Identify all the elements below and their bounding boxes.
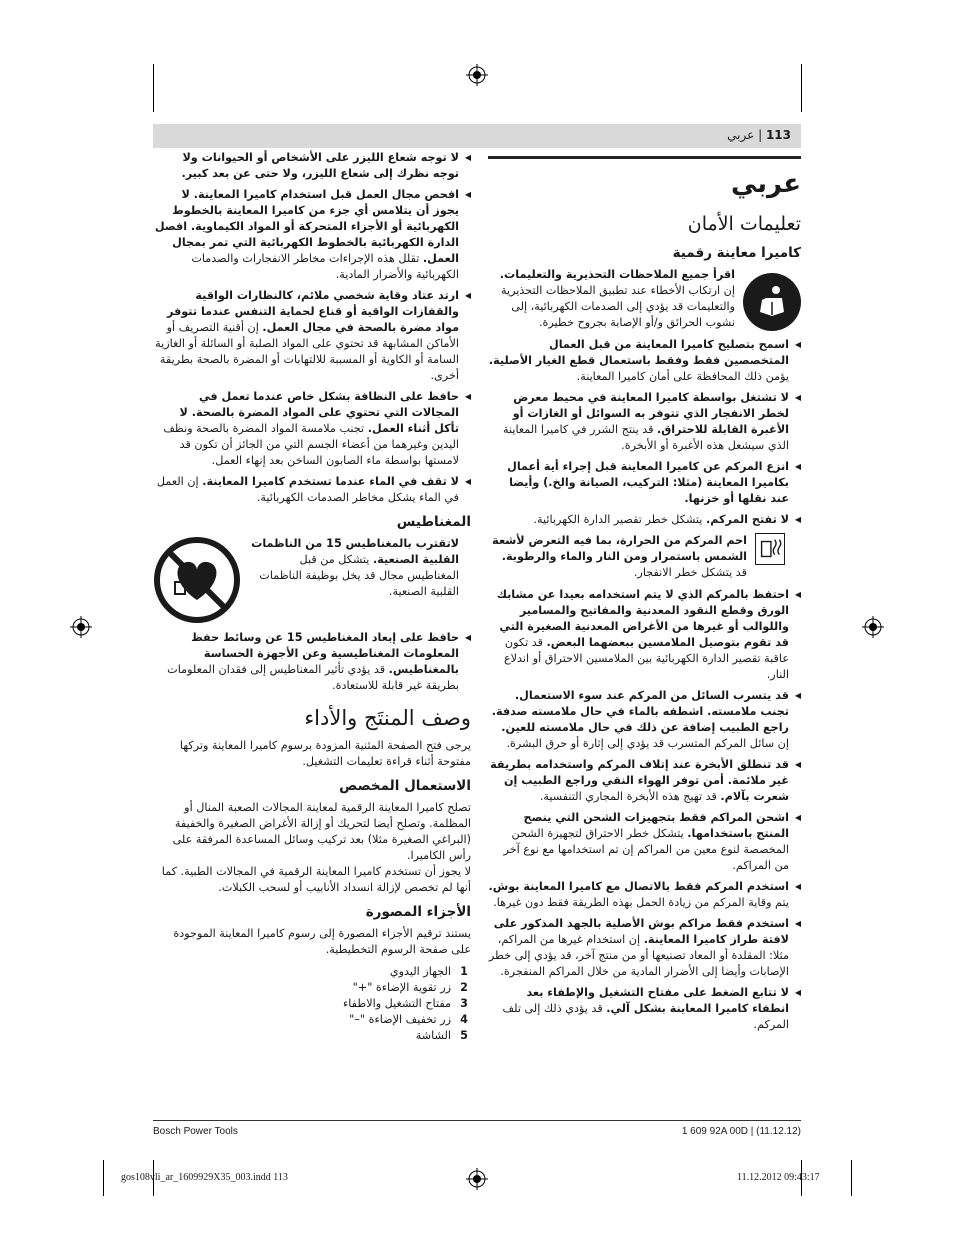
safety-item-text: إن استخدام غيرها من المراكم، مثلا: المقلدة أو المعاد تصنيعها أو من منتج آخر، قد يؤدي إلى خطر الإصابات وأيضا إلى الأضرار المادية من خلال المراكم المنفجرة. bbox=[488, 933, 789, 978]
safety-item-bold: لا تتابع الضغط على مفتاح التشغيل والإطفاء بعد انطفاء كاميرا المعاينة بشكل آلي. bbox=[526, 986, 789, 1015]
magnet-data-text: قد يؤدي تأثير المغناطيس إلى فقدان المعلومات بطريقة غير قابلة للاستعادة. bbox=[167, 663, 459, 692]
read-instructions-bold: اقرأ جميع الملاحظات التحذيرية والتعليمات. bbox=[499, 268, 735, 281]
crop-mark bbox=[153, 64, 154, 112]
heat-warning-block bbox=[488, 533, 801, 581]
pacemaker-warning-text bbox=[249, 536, 459, 600]
pacemaker-warning-block bbox=[153, 536, 471, 624]
crop-mark bbox=[103, 1160, 104, 1196]
part-number: 1 bbox=[460, 965, 468, 978]
pacemaker-warning-bold: لاتقترب بالمغناطيس 15 من الناظمات القلبية الصنعية. bbox=[251, 537, 459, 566]
magnets-heading: المغناطيس bbox=[396, 514, 471, 530]
safety-item-bold: قد يتسرب السائل من المركم عند سوء الاستعمال. تجنب ملامسته. اشطفه بالماء في حال ملامسته صدفة. راجع الطبيب إضافة عن ذلك في حال ملامسته للعين. bbox=[491, 689, 789, 734]
safety-item bbox=[153, 288, 471, 384]
parts-list bbox=[153, 964, 471, 1044]
safety-item-bold: لا توجه شعاع الليزر على الأشخاص أو الحيوانات ولا توجه نظرك إلى شعاع الليزر، ولا حتى عن بعد كبير. bbox=[181, 151, 459, 180]
list-item bbox=[153, 1028, 471, 1044]
safety-item bbox=[488, 985, 801, 1033]
safety-item-bold: لا تفتح المركم. bbox=[705, 513, 789, 526]
intended-use-text: لا يجوز أن تستخدم كاميرا المعاينة الرقمية في المجالات الطبية. كما أنها لم تخصص لإزالة انسداد الأنابيب أو لسحب الكبلات. bbox=[161, 865, 471, 894]
heat-warning-bold: احم المركم من الحرارة، بما فيه التعرض لأشعة الشمس باستمرار ومن النار والماء والرطوبة. bbox=[492, 534, 747, 563]
right-column bbox=[488, 150, 801, 1038]
crop-mark bbox=[801, 64, 802, 112]
registration-mark-icon bbox=[466, 1168, 488, 1190]
safety-item-text: إن سائل المركم المتسرب قد يؤدي إلى إثارة أو حرق البشرة. bbox=[506, 737, 789, 750]
registration-mark-icon bbox=[70, 616, 92, 638]
safety-item bbox=[488, 688, 801, 752]
safety-item-text: تقلل هذه الإجراءات مخاطر الانفجارات والصدمات الكهربائية والأضرار المادية. bbox=[191, 252, 459, 281]
parts-text: يستند ترقيم الأجزاء المصورة إلى رسوم كاميرا المعاينة الموجودة على صفحة الرسوم التخطيطية. bbox=[173, 927, 471, 956]
safety-item bbox=[153, 389, 471, 469]
safety-item bbox=[153, 150, 471, 182]
safety-heading: تعليمات الأمان bbox=[687, 213, 801, 235]
safety-item-text: قد تكون عاقبة تقصير الدارة الكهربائية بين الملامسين الاحتراق أو اندلاع النار. bbox=[503, 636, 789, 681]
product-text: يرجى فتح الصفحة المثنية المزودة برسوم كاميرا المعاينة وتركها مفتوحة أثناء قراءة تعليمات التشغيل. bbox=[179, 739, 471, 768]
safety-item bbox=[488, 390, 801, 454]
safety-item bbox=[153, 474, 471, 506]
intended-use-heading: الاستعمال المخصص bbox=[339, 778, 471, 794]
safety-item-bold: لا تقف في الماء عندما تستخدم كاميرا المعاينة. bbox=[202, 475, 459, 488]
safety-item bbox=[488, 810, 801, 874]
magnet-data-bold: حافظ على إبعاد المغناطيس 15 عن وسائط حفظ المعلومات المغناطيسية وعن الأجهزة الحساسة بالمغناطيس. bbox=[191, 631, 459, 676]
list-item bbox=[153, 996, 471, 1012]
print-slug-file: gos108vli_ar_1609929X35_003.indd 113 bbox=[121, 1172, 288, 1183]
part-label: زر تخفيف الإضاءة "–" bbox=[349, 1013, 451, 1026]
safety-item bbox=[488, 587, 801, 683]
no-pacemaker-icon bbox=[153, 536, 241, 624]
part-label: الجهاز اليدوي bbox=[389, 965, 451, 978]
language-title: عربي bbox=[730, 169, 801, 199]
safety-item-bold: لا تشتغل بواسطة كاميرا المعاينة في محيط معرض لخطر الانفجار الذي تتوفر به السوائل أو الغازات أو الأغبرة القابلة للاحتراق. bbox=[512, 391, 789, 436]
crop-mark bbox=[851, 1160, 852, 1196]
read-instructions-text bbox=[488, 267, 735, 331]
page-header-label bbox=[727, 128, 791, 142]
part-number: 2 bbox=[460, 981, 468, 994]
safety-item bbox=[488, 916, 801, 980]
safety-item-text: يؤمن ذلك المحافظة على أمان كاميرا المعاينة. bbox=[576, 370, 789, 383]
list-item bbox=[153, 1012, 471, 1028]
page-header-bar bbox=[153, 124, 801, 148]
footer-rule bbox=[153, 1120, 801, 1121]
safety-item-bold: اشحن المراكم فقط بتجهيزات الشحن التي ينصح المنتج باستخدامها. bbox=[523, 811, 789, 840]
safety-item-bold: انزع المركم عن كاميرا المعاينة قبل إجراء أية أعمال بكاميرا المعاينة (مثلا: التركيب، الصيانة والخ.) وأيضا عند نقلها أو خزنها. bbox=[507, 460, 789, 505]
part-label: مفتاح التشغيل والاطفاء bbox=[342, 997, 451, 1010]
safety-item bbox=[488, 879, 801, 911]
safety-item bbox=[488, 337, 801, 385]
magnet-data-item bbox=[153, 630, 471, 694]
part-label: زر تقوية الإضاءة "+" bbox=[352, 981, 451, 994]
pacemaker-warning-body: يتشكل من قبل المغناطيس مجال قد يخل بوظيفة الناظمات القلبية الصنعية. bbox=[259, 553, 459, 598]
parts-heading: الأجزاء المصورة bbox=[365, 904, 471, 920]
safety-item-bold: قد تنطلق الأبخرة عند إتلاف المركم واستخدامه بطريقة غير ملائمة. أمن توفر الهواء النقي وراجع الطبيب إن شعرت بآلام. bbox=[490, 758, 789, 803]
camera-heading: كاميرا معاينة رقمية bbox=[672, 245, 801, 261]
safety-item-text: إن أقنية التصريف أو الأماكن المشابهة قد تحتوي على المواد الصلبة أو السائلة أو الغازية السامة أو الكاوية أو المسببة للالتهابات أو المضرة بالصحة بطريقة أخرى. bbox=[155, 321, 459, 382]
safety-item bbox=[488, 757, 801, 805]
safety-item-bold: ارتد عتاد وقاية شخصي ملائم، كالنظارات الواقية والقفازات الواقية أو قناع لحماية التنفس عندما تتوفر مواد مضرة بالصحة في مجال العمل. bbox=[166, 289, 459, 334]
safety-item-text: يتم وقاية المركم من زيادة الحمل بهذه الطريقة فقط دون غيرها. bbox=[493, 896, 789, 909]
safety-item-text: قد يؤدي ذلك إلى تلف المركم. bbox=[502, 1002, 789, 1031]
header-separator: | bbox=[754, 128, 763, 142]
heat-warning-text bbox=[488, 533, 747, 581]
safety-item-text: قد ينتج الشرر في كاميرا المعاينة الذي سيشعل هذه الأغبرة أو الأبخرة. bbox=[502, 423, 789, 452]
intended-use-text: تصلح كاميرا المعاينة الرقمية لمعاينة المجالات الصعبة المنال أو المظلمة. وتصلح أيضا لتحريك أو إزالة الأغراض الصغيرة والخفيفة (البراغي الصغيرة مثلا) بعد تركيب وسائل المساعدة المرفقة على رأس الكاميرا. bbox=[172, 801, 471, 862]
part-label: الشاشة bbox=[415, 1029, 451, 1042]
read-instructions-block bbox=[488, 267, 801, 331]
safety-item-bold: احتفظ بالمركم الذي لا يتم استخدامه بعيدا عن مشابك الورق وقطع النقود المعدنية والمفاتيح والمسامير واللوالب أو غيرها من الأغراض المعدنية الصغيرة التي قد تقوم بتوصيل الملامسين ببعضهما البعض. bbox=[496, 588, 789, 649]
header-language: عربي bbox=[727, 128, 755, 142]
product-heading: وصف المنتَج والأداء bbox=[304, 706, 471, 730]
heat-warning-icon bbox=[755, 533, 785, 565]
footer-doc-number: 1 609 92A 00D | (11.12.12) bbox=[681, 1126, 801, 1137]
safety-item-text: قد تهيج هذه الأبخرة المجاري التنفسية. bbox=[539, 790, 721, 803]
safety-item-text: يتشكل خطر تقصير الدارة الكهربائية. bbox=[533, 513, 706, 526]
registration-mark-icon bbox=[862, 616, 884, 638]
safety-item bbox=[153, 187, 471, 283]
heat-warning-body: قد يتشكل خطر الانفجار. bbox=[633, 566, 747, 579]
part-number: 4 bbox=[460, 1013, 468, 1026]
footer-publisher: Bosch Power Tools bbox=[153, 1126, 238, 1137]
title-rule bbox=[488, 156, 801, 159]
list-item bbox=[153, 964, 471, 980]
page-number: 113 bbox=[765, 128, 791, 142]
safety-item-bold: افحص مجال العمل قبل استخدام كاميرا المعاينة. لا يجوز أن يتلامس أي جزء من كاميرا المعاينة بالخطوط الكهربائية أو الأجزاء المتحركة أو المواد الكيماوية. افصل الدارة الكهربائية بالخطوط الكهربائية التي تمر بمجال العمل. bbox=[154, 188, 459, 265]
safety-item bbox=[488, 512, 801, 528]
safety-item bbox=[488, 459, 801, 507]
safety-item-bold: استخدم فقط مراكم بوش الأصلية بالجهد المذكور على لافتة طراز كاميرا المعاينة. bbox=[493, 917, 789, 946]
part-number: 5 bbox=[460, 1029, 468, 1042]
safety-item-text: تجنب ملامسة المواد المضرة بالصحة ونظف اليدين وغيرهما من أعضاء الجسم التي من الجائز أن تكون قد لامستها بواسطة ماء الصابون الساخن بعد إنهاء العمل. bbox=[163, 422, 459, 467]
read-manual-icon bbox=[743, 273, 801, 331]
safety-item-text: يتشكل خطر الاحتراق لتجهيزة الشحن المخصصة لنوع معين من المراكم إن تم استخدامها مع نوع آخر من المراكم. bbox=[503, 827, 789, 872]
safety-item-bold: استخدم المركم فقط بالاتصال مع كاميرا المعاينة بوش. bbox=[488, 880, 789, 893]
safety-item-bold: اسمح بتصليح كاميرا المعاينة من قبل العمال المتخصصين فقط وفقط باستعمال قطع الغيار الأصلية. bbox=[488, 338, 789, 367]
print-slug-date: 11.12.2012 09:43:17 bbox=[737, 1172, 820, 1183]
safety-item-bold: حافظ على النظافة بشكل خاص عندما تعمل في المجالات التي تحتوي على المواد المضرة بالصحة. لا تأكل أثناء العمل. bbox=[179, 390, 459, 435]
left-column bbox=[153, 150, 471, 1044]
list-item bbox=[153, 980, 471, 996]
read-instructions-body: إن ارتكاب الأخطاء عند تطبيق الملاحظات التحذيرية والتعليمات قد يؤدي إلى الصدمات الكهربائية، إلى نشوب الحرائق و/أو الإصابة بجروح خطيرة. bbox=[500, 284, 735, 329]
safety-item-text: إن العمل في الماء يشكل مخاطر الصدمات الكهربائية. bbox=[156, 475, 459, 504]
registration-mark-icon bbox=[466, 64, 488, 86]
part-number: 3 bbox=[460, 997, 468, 1010]
